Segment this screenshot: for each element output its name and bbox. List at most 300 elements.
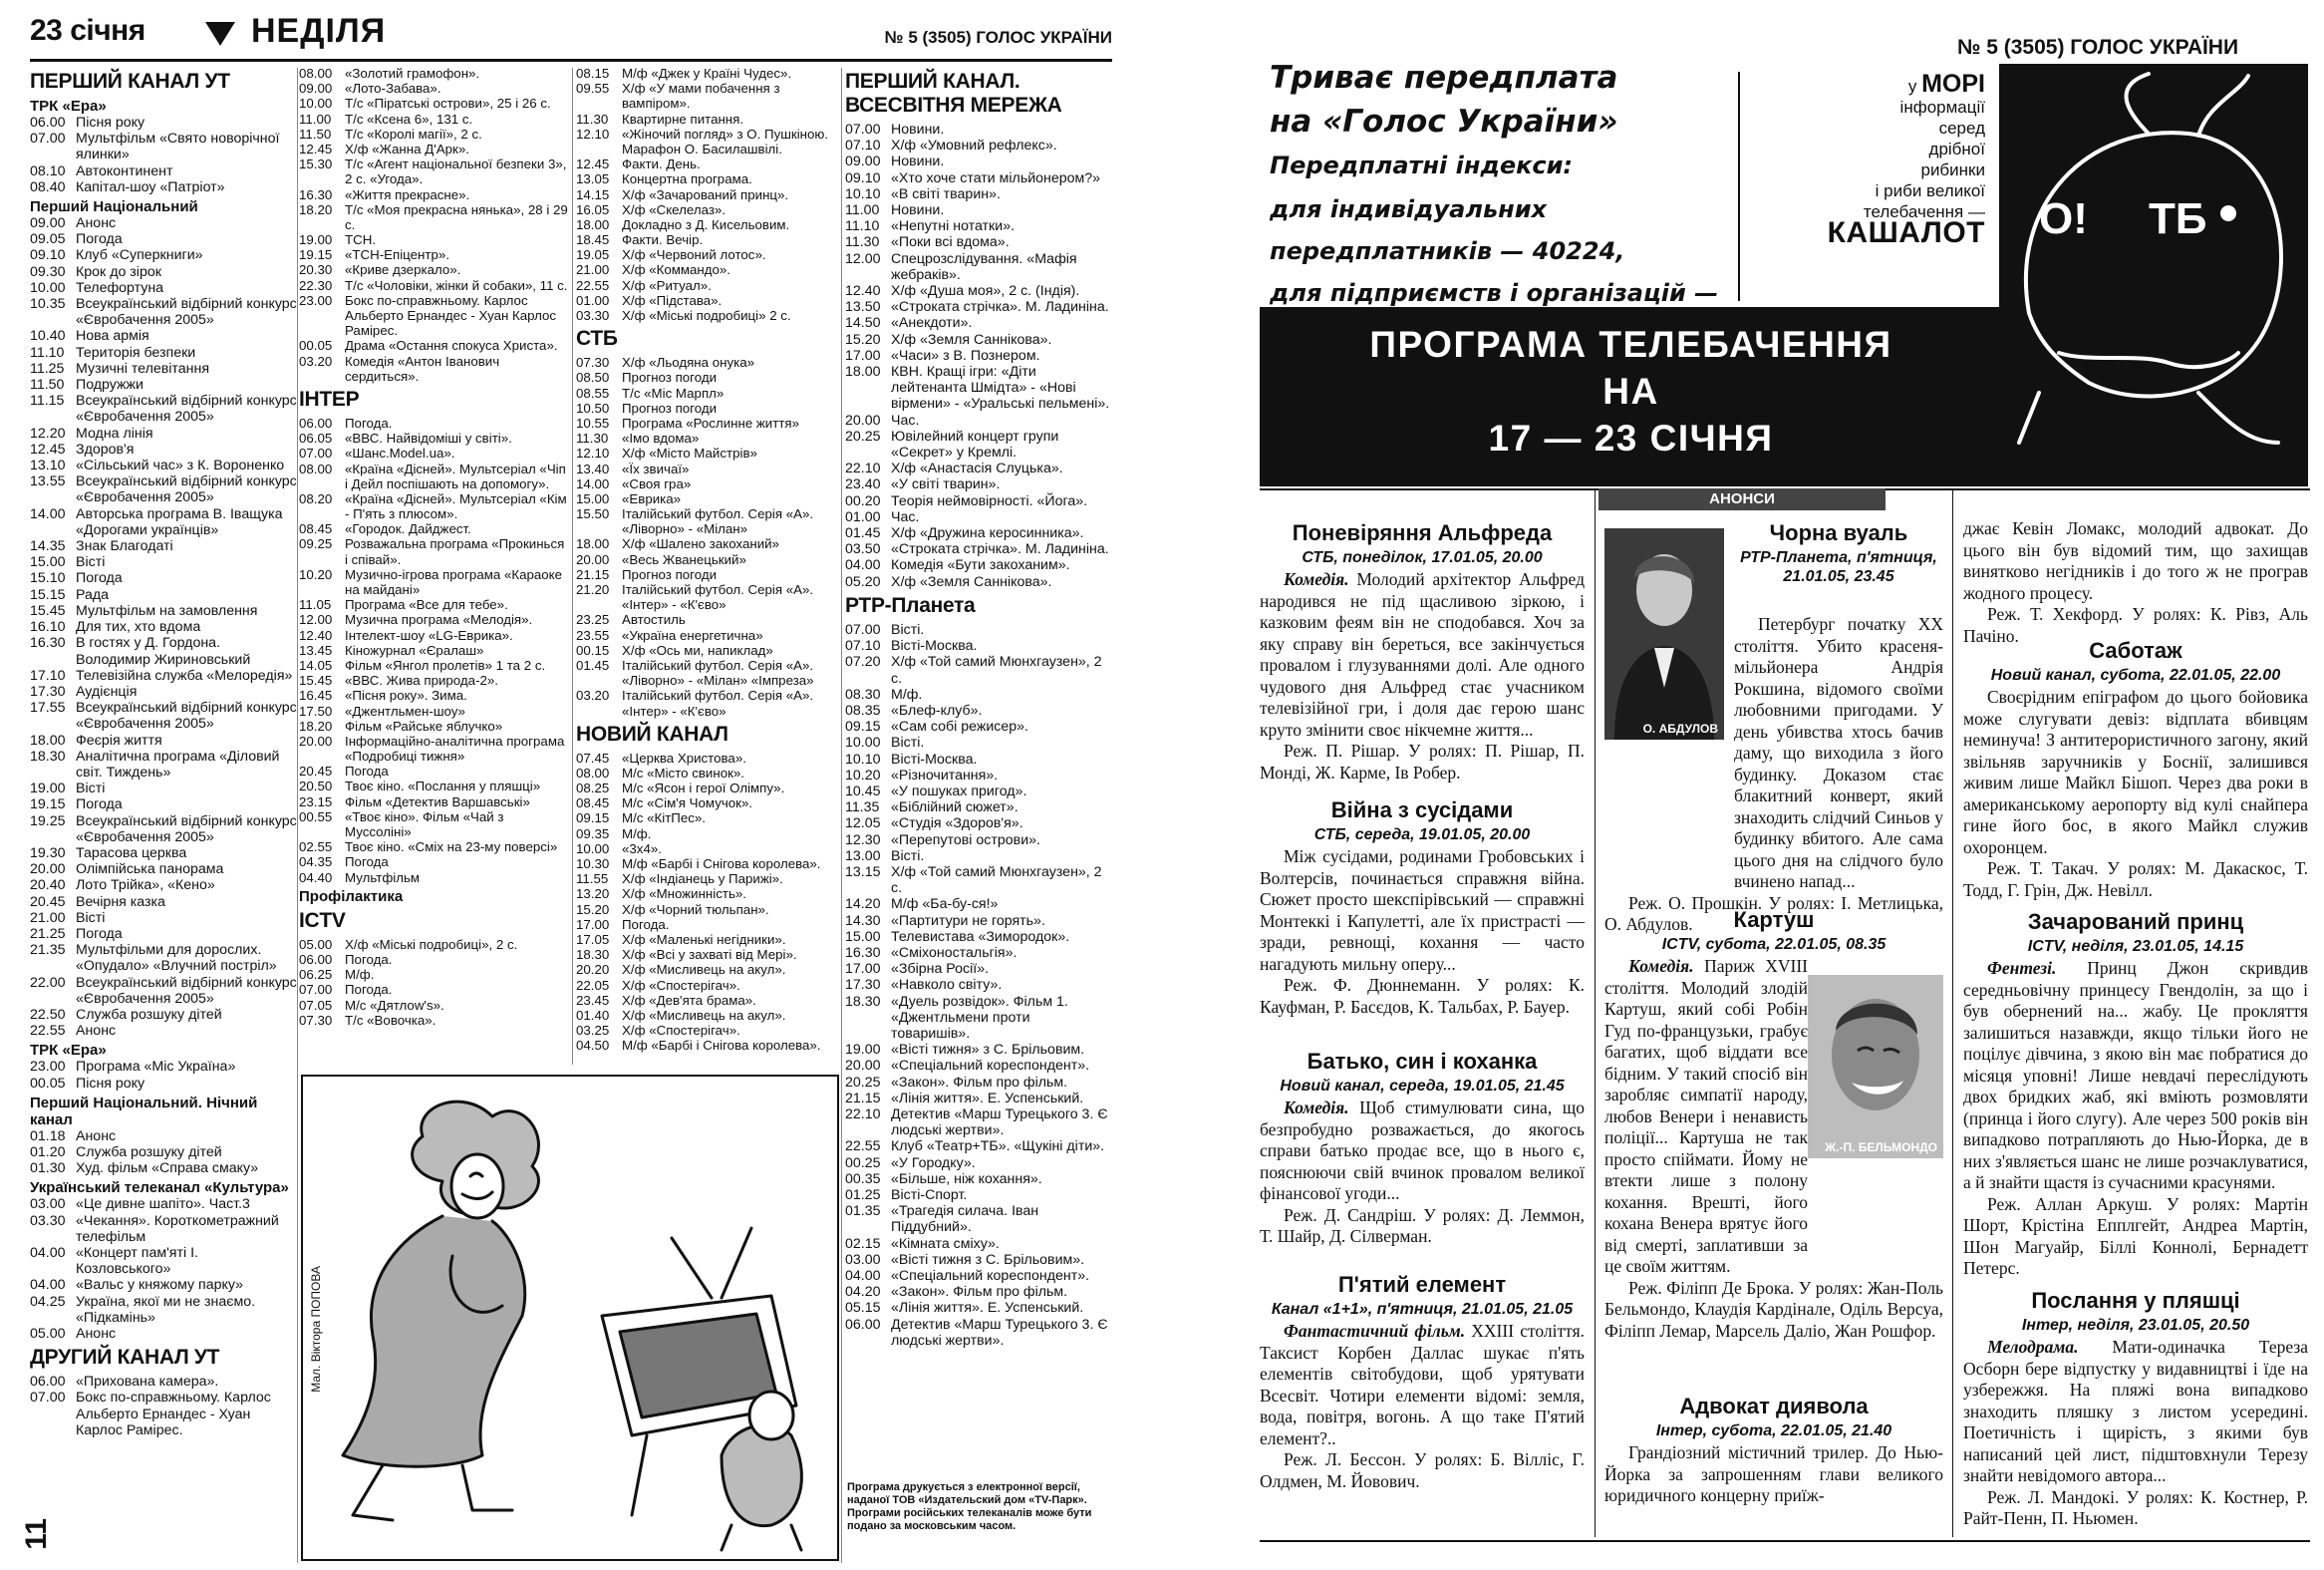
listing-program: Т/с «Піратські острови», 25 і 26 с. — [345, 96, 551, 112]
listing-program: Квартирне питання. — [622, 111, 744, 127]
channel-title: ICTV — [299, 908, 346, 932]
listing-time: 10.20 — [299, 566, 333, 582]
listing-row — [30, 554, 297, 570]
listing-program: Т/с «Вовочка». — [345, 1012, 436, 1028]
listing-row — [845, 945, 1112, 961]
listing-program: Всеукраїнський відбірний конкурс «Євробачення 2005» — [76, 812, 297, 845]
listing-program: Клуб «Суперкниги» — [76, 247, 203, 264]
listing-program: Прогноз погоди — [622, 566, 718, 582]
slogan-text: дрібної — [1928, 140, 1985, 158]
listing-row — [845, 1058, 1112, 1074]
listing-time: 18.30 — [30, 748, 66, 765]
listing-row — [299, 202, 568, 232]
listing-time: 16.45 — [299, 688, 333, 704]
listing-row — [30, 1374, 297, 1390]
listing-program: Аналітична програма «Діловий світ. Тиждень» — [76, 748, 280, 781]
listing-time: 07.00 — [30, 131, 66, 148]
listing-time: 11.55 — [576, 871, 609, 887]
article-title: Зачарований принц — [2027, 909, 2244, 934]
listing-row — [845, 929, 1112, 945]
listing-program: Концертна програма. — [622, 171, 752, 187]
article-title: П'ятий елемент — [1337, 1272, 1507, 1297]
slogan-text: КАШАЛОТ — [1827, 216, 1985, 249]
listing-program: Спецрозслідування. «Мафія жебраків». — [891, 250, 1077, 283]
listing-program: Т/с «Ксена 6», 131 с. — [345, 111, 473, 127]
listing-row — [30, 603, 297, 619]
listing-program: Докладно з Д. Кисельовим. — [622, 216, 790, 232]
listing-time: 13.15 — [845, 863, 881, 880]
listing-row — [576, 1008, 837, 1023]
program-title-line: 17 — 23 СІЧНЯ — [1488, 418, 1774, 459]
listing-row — [576, 917, 837, 932]
listing-time: 07.10 — [845, 638, 881, 655]
listing-program: Твоє кіно. «Сміх на 23-му поверсі» — [345, 839, 558, 855]
listing-program: Т/с «Чоловіки, жінки й собаки», 11 с. — [345, 277, 568, 293]
listing-time: 09.05 — [30, 231, 66, 248]
article-text: Молодий архітектор Альфред народився не під щасливою зіркою, і казковим феям він не сподобався. Хоч за яку справу він береться, все закінчується провалом і глузуваннями долі. Але одного чудового дня Альфред стає учасником телевізійної гри, і доля дає герою шанс круто змінити своє нікчемне життя... — [1260, 569, 1585, 740]
article-meta: ICTV, субота, 22.01.05, 08.35 — [1661, 936, 1887, 953]
listing-time: 08.00 — [299, 66, 333, 81]
listing-program: Телевистава «Зимородок». — [891, 928, 1070, 945]
listing-time: 10.55 — [576, 415, 610, 431]
right-issue: № 5 (3505) ГОЛОС УКРАЇНИ — [1957, 36, 2239, 59]
listing-time: 01.35 — [845, 1203, 881, 1220]
listing-program: «Концерт пам'яті І. Козловського» — [76, 1245, 198, 1278]
article-advocate — [1604, 1394, 1943, 1507]
listing-program: Лото Трійка», «Кено» — [76, 877, 215, 894]
listing-row — [576, 446, 837, 461]
listing-time: 10.10 — [845, 751, 881, 768]
listing-row — [30, 926, 297, 942]
listing-time: 15.50 — [576, 506, 610, 522]
article-body: джає Кевін Ломакс, молодий адвокат. До цього він був відомий тим, що захищав винятково негідників і до того ж не програв жодного процесу. — [1963, 518, 2308, 603]
listing-program: Знак Благодаті — [76, 538, 173, 555]
listing-row — [30, 910, 297, 926]
listing-time: 11.15 — [30, 393, 65, 410]
listing-program: Фільм «Янгол пролетів» 1 та 2 с. — [345, 657, 546, 673]
listing-program: Капітал-шоу «Патріот» — [76, 178, 225, 195]
listing-row — [845, 315, 1112, 331]
listing-program: Феєрія життя — [76, 732, 162, 749]
listing-time: 15.15 — [30, 586, 66, 603]
listing-program: Х/ф «Ритуал». — [622, 277, 712, 293]
listing-program: «Спеціальний кореспондент». — [891, 1058, 1090, 1075]
listing-program: «ВВС. Найвідоміші у світі». — [345, 431, 512, 447]
listing-time: 20.25 — [845, 428, 881, 445]
whale-logo-icon — [1999, 64, 2308, 486]
listing-time: 17.00 — [845, 347, 881, 364]
left-page — [0, 0, 1146, 1570]
listing-program: Х/ф «Спостерігач». — [622, 1023, 740, 1039]
listing-program: М/ф «Джек у Країні Чудес». — [622, 66, 792, 81]
listing-row — [845, 332, 1112, 348]
listing-program: М/с «Ясон і герої Олімпу». — [622, 781, 785, 796]
listing-row — [845, 994, 1112, 1043]
listing-program: «У пошуках пригод». — [891, 783, 1027, 799]
listing-time: 13.45 — [299, 642, 333, 658]
listing-program: Служба розшуку дітей — [76, 1006, 222, 1023]
listing-program: Погода — [345, 854, 389, 870]
listing-row — [576, 370, 837, 385]
listing-program: Клуб «Театр+ТБ». «Щукіні діти». — [891, 1138, 1105, 1155]
listing-program: «Імо вдома» — [622, 431, 700, 447]
listing-time: 11.05 — [299, 597, 332, 613]
listing-program: Твоє кіно. «Послання у пляшці» — [345, 779, 541, 794]
listing-time: 21.00 — [576, 262, 610, 278]
listing-row — [576, 582, 837, 612]
listing-program: Анонс — [76, 1326, 117, 1343]
listing-time: 17.00 — [576, 916, 610, 932]
slogan-text: телебачення — — [1863, 202, 1985, 221]
tv-column-4 — [845, 66, 1112, 1349]
listing-time: 10.35 — [30, 296, 66, 313]
listing-row — [576, 1038, 837, 1053]
listing-program: Драма «Остання спокуса Христа». — [345, 338, 558, 354]
listing-program: Х/ф «Жанна Д'Арк». — [345, 141, 469, 157]
listing-program: «Їх звичаї» — [622, 461, 690, 476]
subscription-divider — [1738, 72, 1740, 301]
article-body: Між сусідами, родинами Гробовських і Волтерсів, починається справжня війна. Сюжет просто шекспірівський — справжні Монтеккі і Капулетті, але їх пристрасті — зради, ревнощі, кохання — часто нагадують мильну оперу... — [1260, 846, 1585, 974]
listing-time: 07.00 — [299, 446, 333, 462]
listing-program: Х/ф «Шалено закоханий» — [622, 536, 779, 552]
listing-time: 04.20 — [845, 1284, 881, 1301]
listing-program: «Шанс.Model.ua». — [345, 446, 455, 462]
listing-row — [299, 704, 568, 719]
listing-time: 13.00 — [845, 847, 881, 864]
header-issue: № 5 (3505) ГОЛОС УКРАЇНИ — [884, 28, 1112, 47]
slogan-text: у — [1907, 77, 1922, 96]
listing-row — [845, 1171, 1112, 1187]
listing-time: 01.00 — [845, 508, 881, 525]
listing-time: 09.00 — [299, 81, 333, 97]
listing-program: Х/ф «Всі у захваті від Мері». — [622, 947, 797, 963]
listing-time: 20.50 — [299, 779, 333, 794]
listing-row — [30, 215, 297, 231]
listing-row — [299, 127, 568, 142]
subscription-line: Триває передплата — [1270, 60, 1618, 96]
listing-time: 04.00 — [845, 1268, 881, 1285]
listing-program: М/ф «Барбі і Снігова королева». — [622, 1038, 821, 1054]
listing-row — [576, 462, 837, 476]
article-meta: Канал «1+1», п'ятниця, 21.01.05, 21.05 — [1271, 1301, 1574, 1318]
listing-time: 09.10 — [30, 247, 66, 264]
listing-time: 21.35 — [30, 942, 66, 959]
listing-time: 03.50 — [845, 541, 881, 558]
listing-row — [30, 426, 297, 442]
program-title-line: ПРОГРАМА ТЕЛЕБАЧЕННЯ — [1369, 324, 1892, 365]
listing-time: 22.55 — [576, 277, 610, 293]
listing-time: 15.45 — [30, 602, 66, 619]
listing-row — [299, 187, 568, 202]
channel-subtitle: ТРК «Ера» — [30, 98, 107, 115]
listing-program: Х/ф «Мисливець на акул». — [622, 1007, 786, 1023]
listing-row — [845, 703, 1112, 719]
listing-row — [299, 952, 568, 967]
listing-row — [30, 1160, 297, 1176]
listing-time: 10.00 — [576, 840, 610, 856]
listing-time: 12.45 — [576, 157, 610, 172]
listing-time: 07.45 — [576, 750, 610, 766]
listing-time: 19.00 — [299, 232, 333, 248]
article-cast: Реж. Т. Хекфорд. У ролях: К. Рівз, Аль Пачіно. — [1963, 604, 2308, 646]
listing-time: 00.25 — [845, 1154, 881, 1171]
listing-program: М/ф. — [891, 686, 923, 703]
listing-program: Тарасова церква — [76, 844, 187, 861]
listing-program: «Студія «Здоров'я». — [891, 815, 1023, 832]
listing-row — [576, 202, 837, 217]
article-body: Своєрідним епіграфом до цього бойовика може слугувати девіз: відплата вбивцям неминуча! З антитерористичного загону, який звільняв заручників у Боснії, залишився живим лише Майкл Бішоп. Через два роки в американському аеропорту від кулі снайпера гине його бос, в якого Майкл служив охоронцем. — [1963, 687, 2308, 857]
listing-row — [30, 813, 297, 845]
listing-row — [845, 1042, 1112, 1058]
listing-row — [299, 643, 568, 658]
listing-program: Італійський футбол. Серія «А». «Ліворно» - «Мілан» — [622, 506, 814, 537]
listing-program: «Країна «Дісней». Мультсерiал «Кім - П'ять з плюсом». — [345, 490, 567, 522]
listing-program: «Країна «Дісней». Мультсерiал «Чіп і Дейл поспішають на допомогу». — [345, 461, 566, 491]
listing-time: 19.00 — [845, 1042, 881, 1059]
listing-time: 23.00 — [299, 292, 333, 308]
listing-time: 19.15 — [299, 247, 333, 263]
listing-program: «Часи» з В. Познером. — [891, 347, 1040, 364]
article-cast: Реж. Аллан Аркуш. У ролях: Мартін Шорт, Крістіна Епплгейт, Андреа Мартін, Шон Магуайр, Біллі Коннолі, Бернадетт Петерс. — [1963, 1193, 2308, 1278]
listing-row — [845, 364, 1112, 413]
listing-program: М/ф «Ба-бу-ся!» — [891, 896, 999, 913]
listing-time: 04.50 — [576, 1038, 610, 1054]
listing-time: 01.45 — [845, 525, 881, 542]
listing-program: Служба розшуку дітей — [76, 1143, 222, 1160]
channel-subtitle: ТРК «Ера» — [30, 1042, 107, 1060]
listing-row — [576, 781, 837, 795]
listing-program: Худ. фільм «Справа смаку» — [76, 1160, 259, 1177]
listing-row — [299, 293, 568, 339]
listing-time: 16.05 — [576, 201, 610, 217]
listing-time: 18.20 — [299, 718, 333, 734]
listing-row — [576, 293, 837, 308]
listing-program: «ТСН-Епіцентр». — [345, 247, 449, 263]
listing-program: Час. — [891, 412, 920, 429]
listing-row — [576, 751, 837, 766]
article-title: Послання у пляшці — [2031, 1288, 2240, 1313]
page-gutter — [1146, 0, 1220, 1570]
listing-time: 20.30 — [299, 262, 333, 278]
listing-time: 15.20 — [576, 901, 610, 917]
article-text: Щоб стимулювати сина, що безпробудно розважається, до якогось справи батько продає все, що в нього є, пояснюючи свій вчинок провалом великої фінансової угоди... — [1260, 1098, 1585, 1203]
listing-program: Погода. — [345, 982, 393, 998]
listing-time: 06.00 — [30, 1374, 66, 1391]
listing-row — [30, 1213, 297, 1245]
listing-program: Х/ф «Дев'ята брама». — [622, 992, 756, 1008]
listing-row — [845, 654, 1112, 686]
article-fifth — [1260, 1272, 1585, 1492]
listing-program: Анонс — [76, 1127, 117, 1144]
listing-row — [30, 942, 297, 974]
listing-program: Х/ф «Дружина керосинника». — [891, 525, 1084, 542]
listing-time: 12.30 — [845, 831, 881, 848]
listing-row — [30, 749, 297, 781]
listing-program: «Сам собі режисер». — [891, 719, 1028, 736]
listing-program: Територія безпеки — [76, 344, 196, 361]
article-body: Петербург початку XX століття. Убито красеня-мільйонера Андрія Рокшина, відомого своїми любовними пригодами. У день убивства хтось бачив даму, що виходила з його будинку. Доказом стає блакитний конверт, який знаходить слідчий Синьов у будинку вбитого. Але сама цього дня на слідчого було вчинено напад... — [1734, 614, 1943, 891]
listing-program: Факти. Вечір. — [622, 232, 704, 248]
column-divider — [841, 68, 842, 1563]
listing-row — [576, 552, 837, 567]
listing-program: «Пісня року». Зима. — [345, 688, 467, 704]
listing-time: 06.00 — [299, 951, 333, 967]
listing-row — [299, 597, 568, 612]
article-body — [1604, 956, 1808, 1278]
listing-program: Вісті-Спорт. — [891, 1187, 968, 1203]
listing-row — [576, 157, 837, 171]
article-cast: Реж. Філіпп Де Брока. У ролях: Жан-Поль Бельмондо, Клаудія Кардінале, Оділь Версуа, Філіпп Лемар, Марсель Даліо, Жан Рошфор. — [1604, 1277, 1943, 1341]
listing-program: Погода — [76, 231, 123, 248]
listing-row — [30, 1196, 297, 1212]
listing-row — [845, 913, 1112, 929]
listing-row — [30, 1390, 297, 1438]
listing-time: 10.10 — [845, 185, 881, 202]
listing-row — [30, 393, 297, 425]
photo-belmondo — [1808, 975, 1943, 1158]
listing-row — [845, 815, 1112, 831]
listing-row — [30, 1023, 297, 1039]
listing-program: «Більше, ніж кохання». — [891, 1170, 1042, 1187]
listing-time: 20.00 — [30, 861, 66, 878]
listing-program: «Закон». Фільм про фільм. — [891, 1074, 1068, 1091]
listing-time: 16.30 — [299, 186, 333, 202]
slogan-text: інформації — [1899, 98, 1985, 117]
listing-time: 12.10 — [576, 126, 610, 142]
listing-time: 23.25 — [576, 612, 610, 628]
listing-row — [845, 1300, 1112, 1316]
listing-row — [845, 622, 1112, 638]
listing-time: 17.05 — [576, 931, 610, 947]
listing-program: Вісті. — [891, 847, 925, 864]
listing-program: Новини. — [891, 122, 945, 138]
whale-logo — [1999, 64, 2308, 486]
listing-time: 11.30 — [576, 431, 609, 447]
listing-program: Італійський футбол. Серія «А». «Ліворно» - «Мілан» «Імпреза» — [622, 657, 814, 689]
article-father — [1260, 1049, 1585, 1248]
portrait-icon — [1808, 975, 1943, 1158]
listing-row — [845, 864, 1112, 896]
listing-program: Х/ф «Умовний рефлекс». — [891, 138, 1057, 155]
listing-row — [30, 163, 297, 179]
article-prince — [1963, 909, 2308, 1280]
listing-program: «Лото-Забава». — [345, 81, 441, 97]
listing-program: «Вісті тижня» з С. Брільовим. — [891, 1042, 1085, 1059]
listing-row — [576, 262, 837, 277]
page-number: 11 — [20, 1518, 53, 1550]
listing-row — [30, 377, 297, 393]
listing-row — [576, 401, 837, 416]
listing-time: 13.55 — [30, 473, 66, 490]
listing-row — [845, 977, 1112, 993]
photo-caption: О. АБДУЛОВ — [1642, 722, 1718, 736]
listing-time: 04.00 — [845, 557, 881, 574]
article-meta: Новий канал, субота, 22.01.05, 22.00 — [1990, 667, 2281, 684]
listing-row — [299, 658, 568, 673]
listing-time: 14.00 — [576, 475, 610, 491]
listing-row — [845, 1106, 1112, 1138]
listing-time: 01.40 — [576, 1007, 610, 1023]
slogan-text: рибинки — [1920, 160, 1985, 179]
listing-program: Новини. — [891, 154, 945, 170]
listing-time: 15.20 — [845, 331, 881, 348]
listing-program: М/ф. — [345, 967, 375, 983]
listing-program: Вісті-Москва. — [891, 638, 978, 655]
listing-row — [576, 386, 837, 401]
listing-row — [299, 998, 568, 1013]
listing-time: 00.20 — [845, 492, 881, 509]
listing-time: 18.45 — [576, 232, 610, 248]
channel-subtitle: Перший Національний — [30, 198, 198, 216]
listing-row — [299, 354, 568, 384]
listing-time: 12.00 — [845, 250, 881, 267]
listing-row — [576, 431, 837, 446]
listing-program: Всеукраїнський відбірний конкурс «Євробачення 2005» — [76, 393, 297, 426]
listing-time: 21.00 — [30, 909, 66, 926]
listing-row — [30, 247, 297, 263]
listing-row — [576, 993, 837, 1008]
listing-time: 00.15 — [576, 642, 610, 658]
listing-program: Подружжи — [76, 377, 144, 394]
listing-row — [845, 138, 1112, 154]
listing-program: Прогноз погоди — [622, 370, 718, 386]
listing-row — [845, 832, 1112, 848]
listing-program: Інформаційно-аналітична програма «Подробиці тижня» — [345, 733, 565, 765]
listing-program: Бокс по-справжньому. Карлос Альберто Ернандес - Хуан Карлос Раміреc. — [76, 1390, 271, 1438]
listing-program: Олімпійська панорама — [76, 861, 224, 878]
left-header — [30, 8, 1112, 62]
article-title: Поневіряння Альфреда — [1292, 520, 1553, 545]
listing-time: 18.00 — [576, 536, 610, 552]
listing-time: 13.10 — [30, 458, 66, 474]
channel-title: СТБ — [576, 327, 618, 351]
listing-time: 19.00 — [30, 781, 66, 797]
listing-row — [30, 635, 297, 667]
listing-time: 08.00 — [299, 461, 333, 476]
listing-time: 02.15 — [845, 1235, 881, 1252]
listing-time: 15.00 — [845, 928, 881, 945]
listing-program: Т/с «Міс Марпл» — [622, 385, 725, 401]
listing-program: Х/ф «Льодяна онука» — [622, 355, 755, 371]
column-divider — [1952, 490, 1953, 1537]
listing-row — [299, 157, 568, 186]
cartoon-credit: Мал. Віктора ПОПОВА — [309, 1266, 323, 1393]
article-meta: Інтер, субота, 22.01.05, 21.40 — [1655, 1422, 1892, 1439]
listing-row — [576, 658, 837, 688]
listing-row — [845, 1284, 1112, 1300]
listing-program: «Золотий грамофон». — [345, 66, 480, 81]
listing-row — [845, 1252, 1112, 1268]
listing-time: 08.55 — [576, 385, 610, 401]
listing-program: Х/ф «Коммандо». — [622, 262, 730, 278]
listing-time: 06.25 — [299, 967, 333, 983]
listing-time: 12.10 — [576, 446, 610, 462]
listing-program: Бокс по-справжньому. Карлос Альберто Ернандес - Хуан Карлос Раміреc. — [345, 292, 557, 339]
channel-title: РТР-Планета — [845, 593, 976, 617]
listing-row — [299, 232, 568, 247]
footnote: Програма друкується з електронної версії, наданої ТОВ «Издательский дом «TV-Парк». Програми російських телеканалів може бути подано за московським часом. — [847, 1481, 1092, 1532]
listing-row — [845, 1236, 1112, 1252]
tv-column-2 — [299, 66, 568, 1028]
listing-time: 20.00 — [576, 551, 610, 567]
listing-row — [845, 1187, 1112, 1203]
listing-row — [845, 476, 1112, 492]
listing-program: Х/ф «Міські подробиці» 2 с. — [622, 308, 791, 323]
listing-row — [299, 567, 568, 597]
listing-time: 20.20 — [576, 962, 610, 978]
cartoon-illustration — [301, 1075, 839, 1561]
listing-row — [30, 1144, 297, 1160]
